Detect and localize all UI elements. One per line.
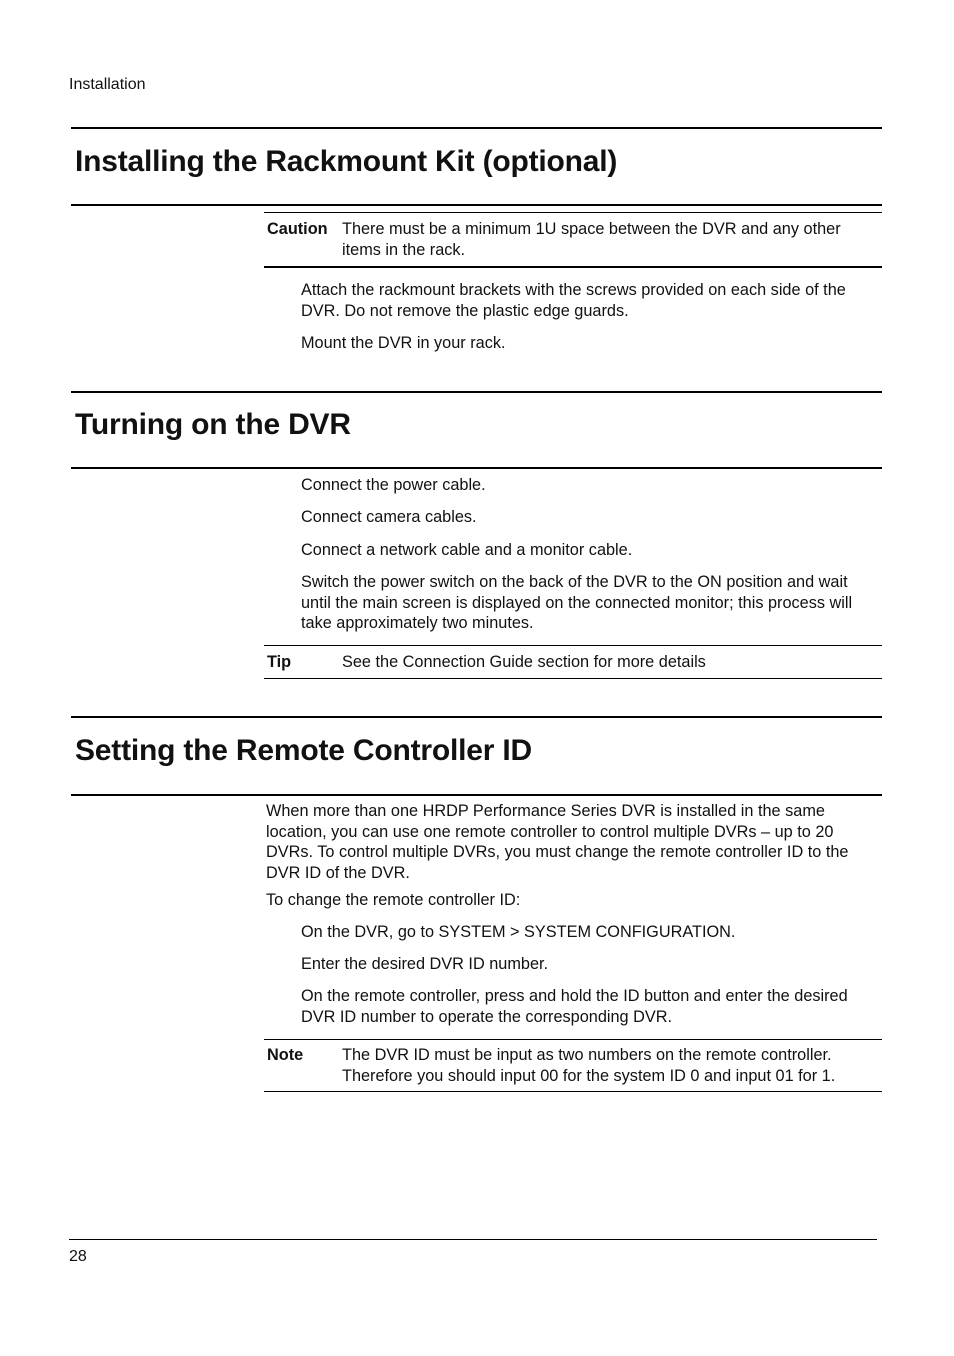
caution-bottom-rule bbox=[264, 266, 882, 268]
section-top-rule bbox=[71, 391, 882, 393]
remote-id-intro: When more than one HRDP Performance Series DVR is installed in the same location, you can use one remote controller to control multiple DVRs – up to 20 DVRs. To control multiple DVRs, you must change the remote controller ID to the DVR ID of the DVR. bbox=[266, 802, 849, 882]
remote-id-lead: To change the remote controller ID: bbox=[266, 891, 521, 909]
turn-on-step-2: Connect camera cables. bbox=[301, 508, 477, 526]
caution-top-rule bbox=[264, 212, 882, 213]
note-top-rule bbox=[264, 1039, 882, 1040]
tip-text: See the Connection Guide section for more details bbox=[342, 653, 706, 671]
section-title-rackmount: Installing the Rackmount Kit (optional) bbox=[75, 145, 618, 178]
section-title-turning-on: Turning on the DVR bbox=[75, 408, 351, 441]
remote-id-step-3: On the remote controller, press and hold the ID button and enter the desired DVR ID number to operate the corresponding DVR. bbox=[301, 987, 848, 1026]
section-top-rule bbox=[71, 716, 882, 718]
caution-label: Caution bbox=[267, 220, 328, 238]
remote-id-step-2: Enter the desired DVR ID number. bbox=[301, 955, 549, 973]
remote-id-step-1: On the DVR, go to SYSTEM > SYSTEM CONFIGURATION. bbox=[301, 923, 736, 941]
section-bottom-rule bbox=[71, 794, 882, 796]
caution-text: There must be a minimum 1U space between the DVR and any other items in the rack. bbox=[342, 220, 841, 259]
tip-top-rule bbox=[264, 645, 882, 646]
rackmount-step-1: Attach the rackmount brackets with the screws provided on each side of the DVR. Do not remove the plastic edge guards. bbox=[301, 281, 846, 320]
rackmount-step-2: Mount the DVR in your rack. bbox=[301, 334, 506, 352]
turn-on-step-1: Connect the power cable. bbox=[301, 476, 486, 494]
section-bottom-rule bbox=[71, 204, 882, 206]
tip-bottom-rule bbox=[264, 678, 882, 679]
section-top-rule bbox=[71, 127, 882, 129]
tip-label: Tip bbox=[267, 653, 292, 671]
section-title-remote-id: Setting the Remote Controller ID bbox=[75, 734, 532, 767]
note-bottom-rule bbox=[264, 1091, 882, 1092]
page-number: 28 bbox=[69, 1248, 87, 1265]
note-text: The DVR ID must be input as two numbers on the remote controller. Therefore you should input 00 for the system ID 0 and input 01 for 1. bbox=[342, 1046, 836, 1085]
turn-on-step-3: Connect a network cable and a monitor cable. bbox=[301, 541, 633, 559]
footer-rule bbox=[69, 1239, 877, 1240]
running-head: Installation bbox=[69, 76, 146, 93]
section-bottom-rule bbox=[71, 467, 882, 469]
note-label: Note bbox=[267, 1046, 304, 1064]
turn-on-step-4: Switch the power switch on the back of the DVR to the ON position and wait until the main screen is displayed on the connected monitor; this process will take approximately two minutes. bbox=[301, 573, 853, 632]
